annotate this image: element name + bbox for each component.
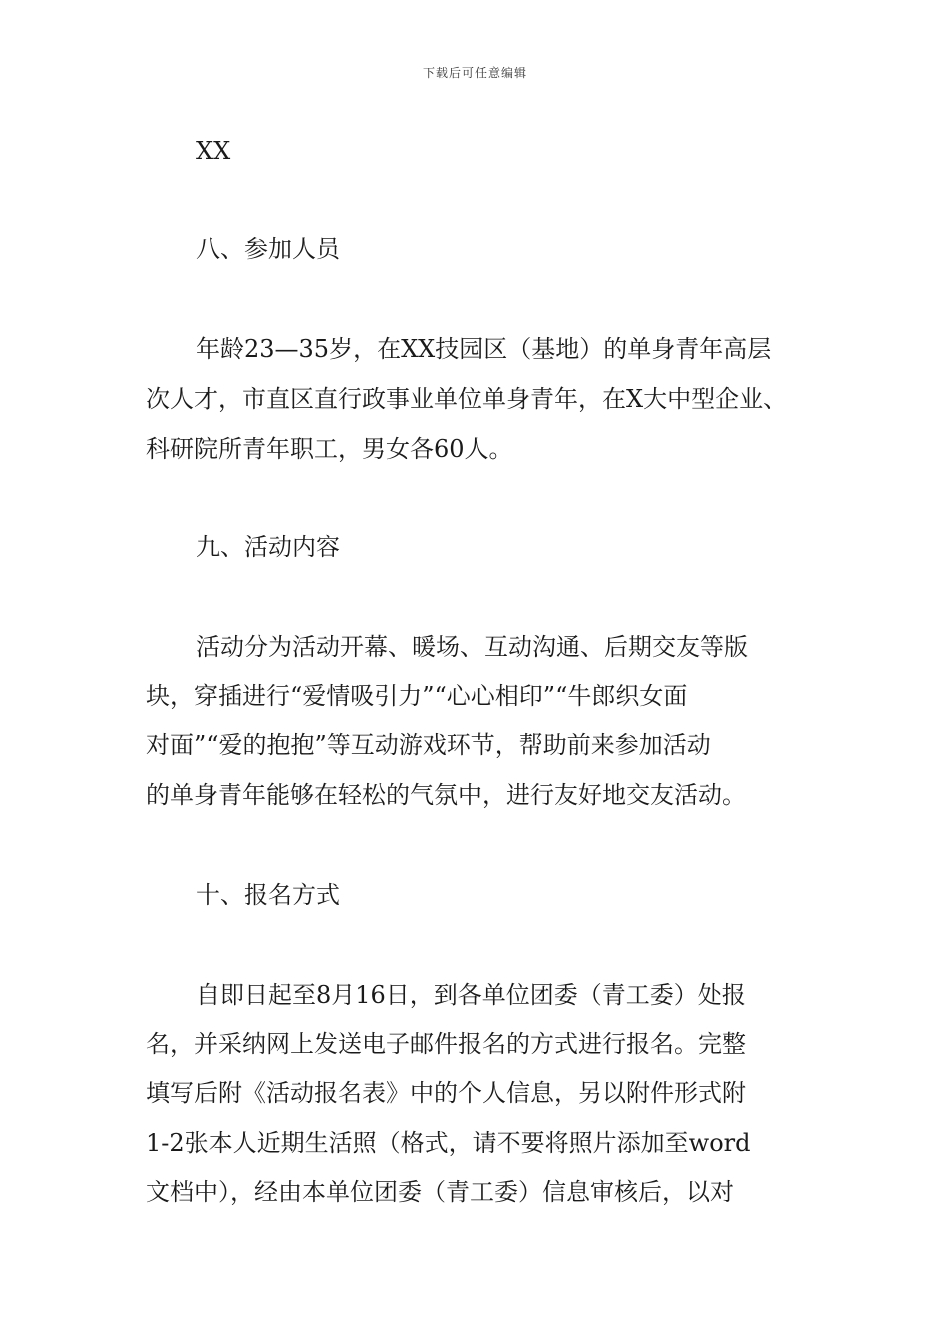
- paragraph-line: 次人才，市直区直行政事业单位单身青年，在X大中型企业、: [146, 385, 788, 413]
- paragraph-line: 的单身青年能够在轻松的气氛中，进行友好地交友活动。: [146, 781, 746, 809]
- section-heading-9: 九、活动内容: [196, 533, 340, 561]
- section-heading-10: 十、报名方式: [196, 881, 340, 909]
- paragraph-line: 年龄23—35岁，在XX技园区（基地）的单身青年高层: [196, 335, 772, 363]
- page-header: 下载后可任意编辑: [422, 66, 527, 80]
- paragraph-line: 填写后附《活动报名表》中的个人信息，另以附件形式附: [146, 1079, 746, 1107]
- paragraph-line: 对面”“爱的抱抱”等互动游戏环节，帮助前来参加活动: [146, 731, 711, 759]
- paragraph-line: 1-2张本人近期生活照（格式，请不要将照片添加至word: [146, 1129, 751, 1157]
- text-line: XX: [196, 137, 231, 165]
- paragraph-line: 自即日起至8月16日，到各单位团委（青工委）处报: [196, 981, 746, 1009]
- paragraph-line: 块，穿插进行“爱情吸引力”“心心相印”“牛郎织女面: [146, 682, 688, 710]
- paragraph-line: 活动分为活动开幕、暖场、互动沟通、后期交友等版: [196, 633, 748, 661]
- paragraph-line: 名，并采纳网上发送电子邮件报名的方式进行报名。完整: [146, 1030, 746, 1058]
- section-heading-8: 八、参加人员: [196, 235, 340, 263]
- paragraph-line: 文档中），经由本单位团委（青工委）信息审核后，以对: [146, 1178, 734, 1206]
- paragraph-line: 科研院所青年职工，男女各60人。: [146, 435, 513, 463]
